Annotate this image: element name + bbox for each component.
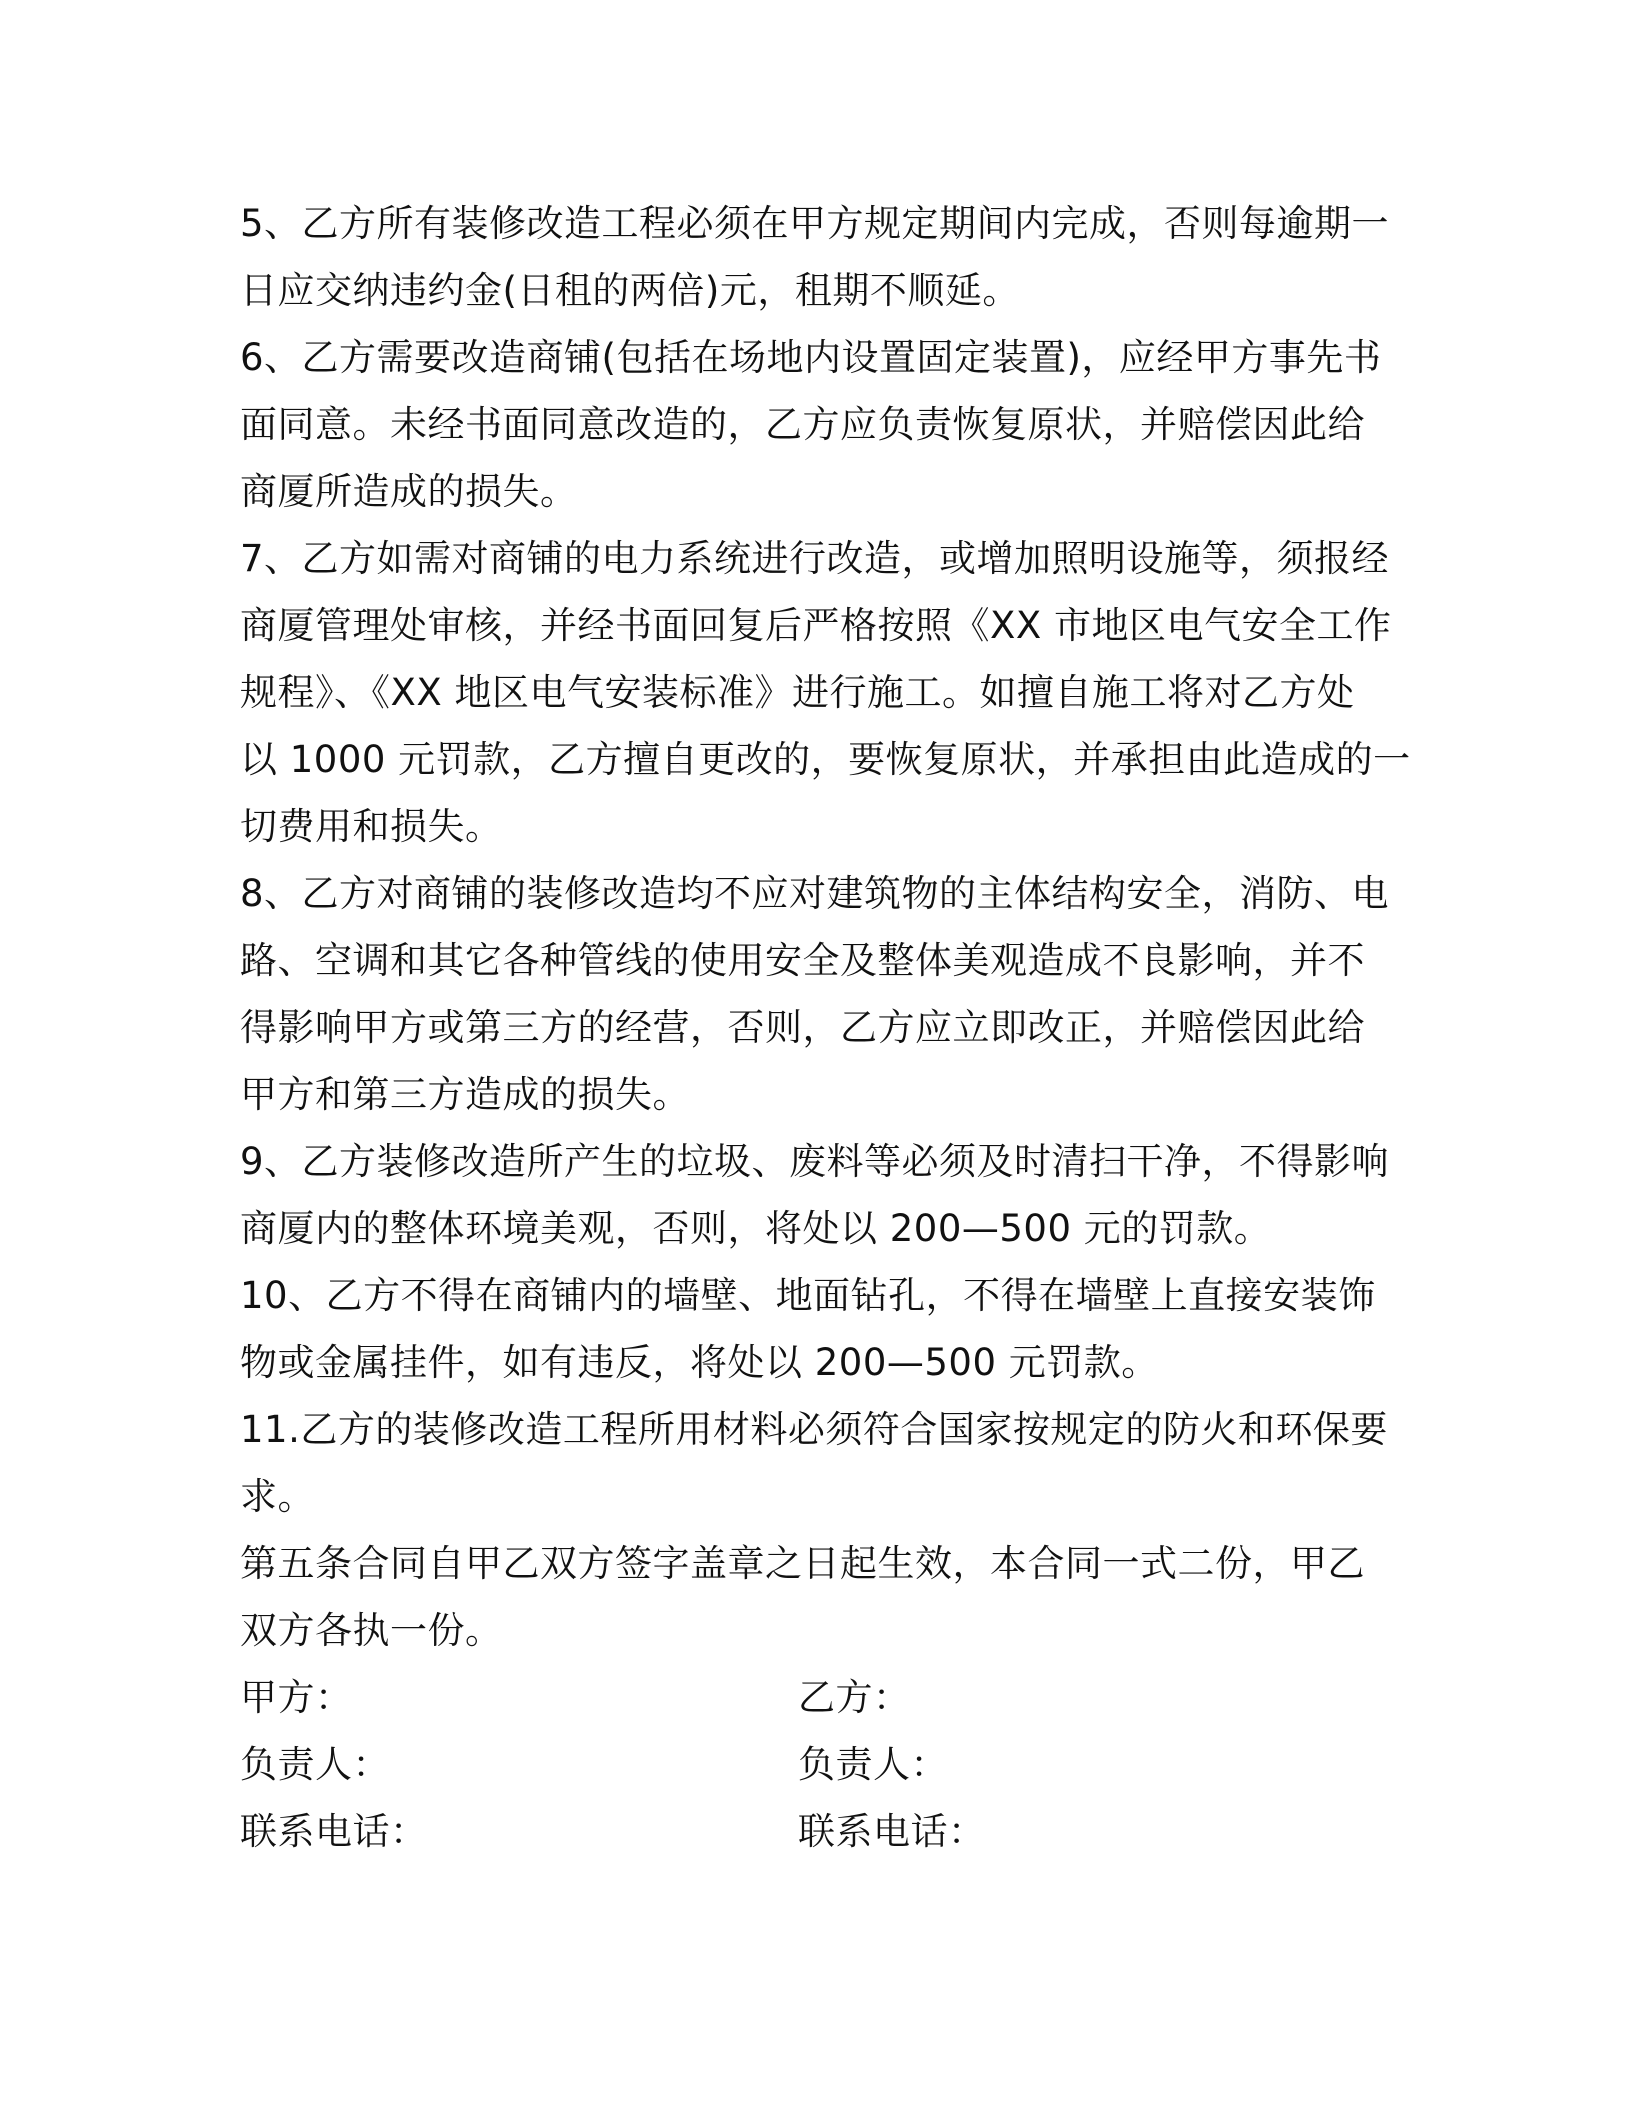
signature-row-party — [240, 1664, 1400, 1731]
article-5 — [240, 1530, 1400, 1664]
party-a-label: 甲方： — [240, 1676, 353, 1719]
person-a-label: 负责人： — [240, 1743, 390, 1786]
text-line: 5、乙方所有装修改造工程必须在甲方规定期间内完成，否则每逾期一 — [240, 202, 1390, 245]
text-line: 日应交纳违约金(日租的两倍)元，租期不顺延。 — [240, 269, 1020, 312]
text-line: 得影响甲方或第三方的经营，否则，乙方应立即改正，并赔偿因此给 — [240, 1006, 1365, 1049]
text-line: 9、乙方装修改造所产生的垃圾、废料等必须及时清扫干净，不得影响 — [240, 1140, 1390, 1183]
text-line: 以 1000 元罚款，乙方擅自更改的，要恢复原状，并承担由此造成的一 — [240, 738, 1411, 781]
signature-block — [240, 1664, 1400, 1865]
text-line: 商厦管理处审核，并经书面回复后严格按照《XX 市地区电气安全工作 — [240, 604, 1392, 647]
clause-11 — [240, 1396, 1400, 1530]
text-line: 第五条合同自甲乙双方签字盖章之日起生效，本合同一式二份，甲乙 — [240, 1542, 1365, 1585]
text-line: 6、乙方需要改造商铺(包括在场地内设置固定装置)，应经甲方事先书 — [240, 336, 1382, 379]
text-line: 双方各执一份。 — [240, 1609, 503, 1652]
text-line: 7、乙方如需对商铺的电力系统进行改造，或增加照明设施等，须报经 — [240, 537, 1390, 580]
phone-b-label: 联系电话： — [798, 1810, 986, 1853]
signature-row-person — [240, 1731, 1400, 1798]
text-line: 切费用和损失。 — [240, 805, 503, 848]
document-page — [240, 190, 1411, 1865]
text-line: 10、乙方不得在商铺内的墙壁、地面钻孔，不得在墙壁上直接安装饰 — [240, 1274, 1376, 1317]
clause-9 — [240, 1128, 1400, 1262]
clause-5 — [240, 190, 1400, 324]
text-line: 物或金属挂件，如有违反，将处以 200—500 元罚款。 — [240, 1341, 1159, 1384]
text-line: 商厦内的整体环境美观，否则，将处以 200—500 元的罚款。 — [240, 1207, 1272, 1250]
text-line: 11.乙方的装修改造工程所用材料必须符合国家按规定的防火和环保要 — [240, 1408, 1388, 1451]
clause-10 — [240, 1262, 1400, 1396]
clause-8 — [240, 860, 1400, 1128]
text-line: 面同意。未经书面同意改造的，乙方应负责恢复原状，并赔偿因此给 — [240, 403, 1365, 446]
clause-7 — [240, 525, 1411, 860]
text-line: 甲方和第三方造成的损失。 — [240, 1073, 690, 1116]
phone-a-label: 联系电话： — [240, 1810, 428, 1853]
party-b-label: 乙方： — [798, 1676, 911, 1719]
text-line: 路、空调和其它各种管线的使用安全及整体美观造成不良影响，并不 — [240, 939, 1365, 982]
text-line: 商厦所造成的损失。 — [240, 470, 578, 513]
clause-6 — [240, 324, 1400, 525]
text-line: 规程》、《XX 地区电气安装标准》进行施工。如擅自施工将对乙方处 — [240, 671, 1355, 714]
person-b-label: 负责人： — [798, 1743, 948, 1786]
text-line: 求。 — [240, 1475, 315, 1518]
text-line: 8、乙方对商铺的装修改造均不应对建筑物的主体结构安全，消防、电 — [240, 872, 1390, 915]
signature-row-phone — [240, 1798, 1400, 1865]
